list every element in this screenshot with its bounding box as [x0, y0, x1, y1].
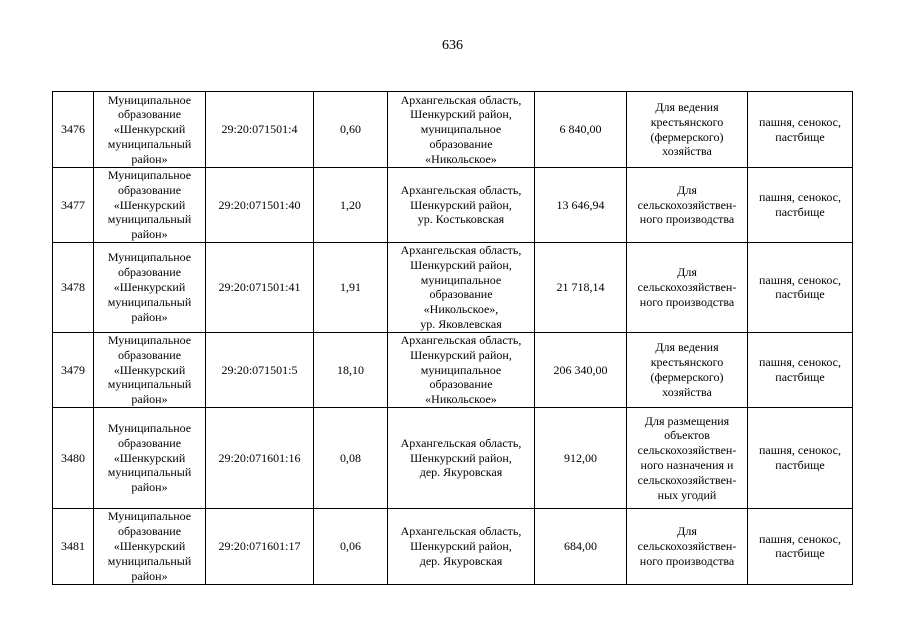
- land-type-cell: пашня, сенокос, пастбище: [748, 92, 853, 168]
- permitted-use-cell: Для размещения объектов сельскохозяйствен- ного назначения и сельскохозяйствен- ных угодий: [627, 407, 748, 508]
- cadastral-value-cell: 912,00: [535, 407, 627, 508]
- land-plots-table: [52, 91, 853, 585]
- area-cell: 1,91: [314, 242, 388, 332]
- land-type-cell: пашня, сенокос, пастбище: [748, 332, 853, 407]
- location-cell: Архангельская область, Шенкурский район, ур. Костьковская: [388, 168, 535, 243]
- owner-cell: Муниципальное образование «Шенкурский муниципальный район»: [94, 407, 206, 508]
- location-cell: Архангельская область, Шенкурский район, муниципальное образование «Никольское», ур. Яковлевская: [388, 242, 535, 332]
- location-cell: Архангельская область, Шенкурский район, дер. Якуровская: [388, 407, 535, 508]
- row-number: 3477: [53, 168, 94, 243]
- land-type-cell: пашня, сенокос, пастбище: [748, 407, 853, 508]
- table-row: [53, 242, 853, 332]
- cadastral-value-cell: 684,00: [535, 508, 627, 584]
- owner-cell: Муниципальное образование «Шенкурский муниципальный район»: [94, 332, 206, 407]
- permitted-use-cell: Для ведения крестьянского (фермерского) хозяйства: [627, 92, 748, 168]
- owner-cell: Муниципальное образование «Шенкурский муниципальный район»: [94, 242, 206, 332]
- area-cell: 0,60: [314, 92, 388, 168]
- land-type-cell: пашня, сенокос, пастбище: [748, 168, 853, 243]
- cadastral-number-cell: 29:20:071501:41: [206, 242, 314, 332]
- table-row: [53, 332, 853, 407]
- area-cell: 1,20: [314, 168, 388, 243]
- land-type-cell: пашня, сенокос, пастбище: [748, 508, 853, 584]
- owner-cell: Муниципальное образование «Шенкурский муниципальный район»: [94, 508, 206, 584]
- row-number: 3478: [53, 242, 94, 332]
- table-row: [53, 407, 853, 508]
- area-cell: 0,08: [314, 407, 388, 508]
- area-cell: 0,06: [314, 508, 388, 584]
- location-cell: Архангельская область, Шенкурский район, муниципальное образование «Никольское»: [388, 92, 535, 168]
- cadastral-number-cell: 29:20:071501:40: [206, 168, 314, 243]
- owner-cell: Муниципальное образование «Шенкурский муниципальный район»: [94, 92, 206, 168]
- cadastral-value-cell: 21 718,14: [535, 242, 627, 332]
- cadastral-number-cell: 29:20:071501:5: [206, 332, 314, 407]
- cadastral-number-cell: 29:20:071501:4: [206, 92, 314, 168]
- row-number: 3481: [53, 508, 94, 584]
- table-row: [53, 92, 853, 168]
- row-number: 3476: [53, 92, 94, 168]
- cadastral-number-cell: 29:20:071601:17: [206, 508, 314, 584]
- table-row: [53, 168, 853, 243]
- location-cell: Архангельская область, Шенкурский район, муниципальное образование «Никольское»: [388, 332, 535, 407]
- land-type-cell: пашня, сенокос, пастбище: [748, 242, 853, 332]
- permitted-use-cell: Для сельскохозяйствен- ного производства: [627, 168, 748, 243]
- page-number: 636: [442, 38, 463, 53]
- permitted-use-cell: Для сельскохозяйствен- ного производства: [627, 242, 748, 332]
- permitted-use-cell: Для сельскохозяйствен- ного производства: [627, 508, 748, 584]
- cadastral-value-cell: 6 840,00: [535, 92, 627, 168]
- table-row: [53, 508, 853, 584]
- area-cell: 18,10: [314, 332, 388, 407]
- location-cell: Архангельская область, Шенкурский район, дер. Якуровская: [388, 508, 535, 584]
- row-number: 3479: [53, 332, 94, 407]
- cadastral-value-cell: 13 646,94: [535, 168, 627, 243]
- owner-cell: Муниципальное образование «Шенкурский муниципальный район»: [94, 168, 206, 243]
- cadastral-value-cell: 206 340,00: [535, 332, 627, 407]
- row-number: 3480: [53, 407, 94, 508]
- cadastral-number-cell: 29:20:071601:16: [206, 407, 314, 508]
- permitted-use-cell: Для ведения крестьянского (фермерского) хозяйства: [627, 332, 748, 407]
